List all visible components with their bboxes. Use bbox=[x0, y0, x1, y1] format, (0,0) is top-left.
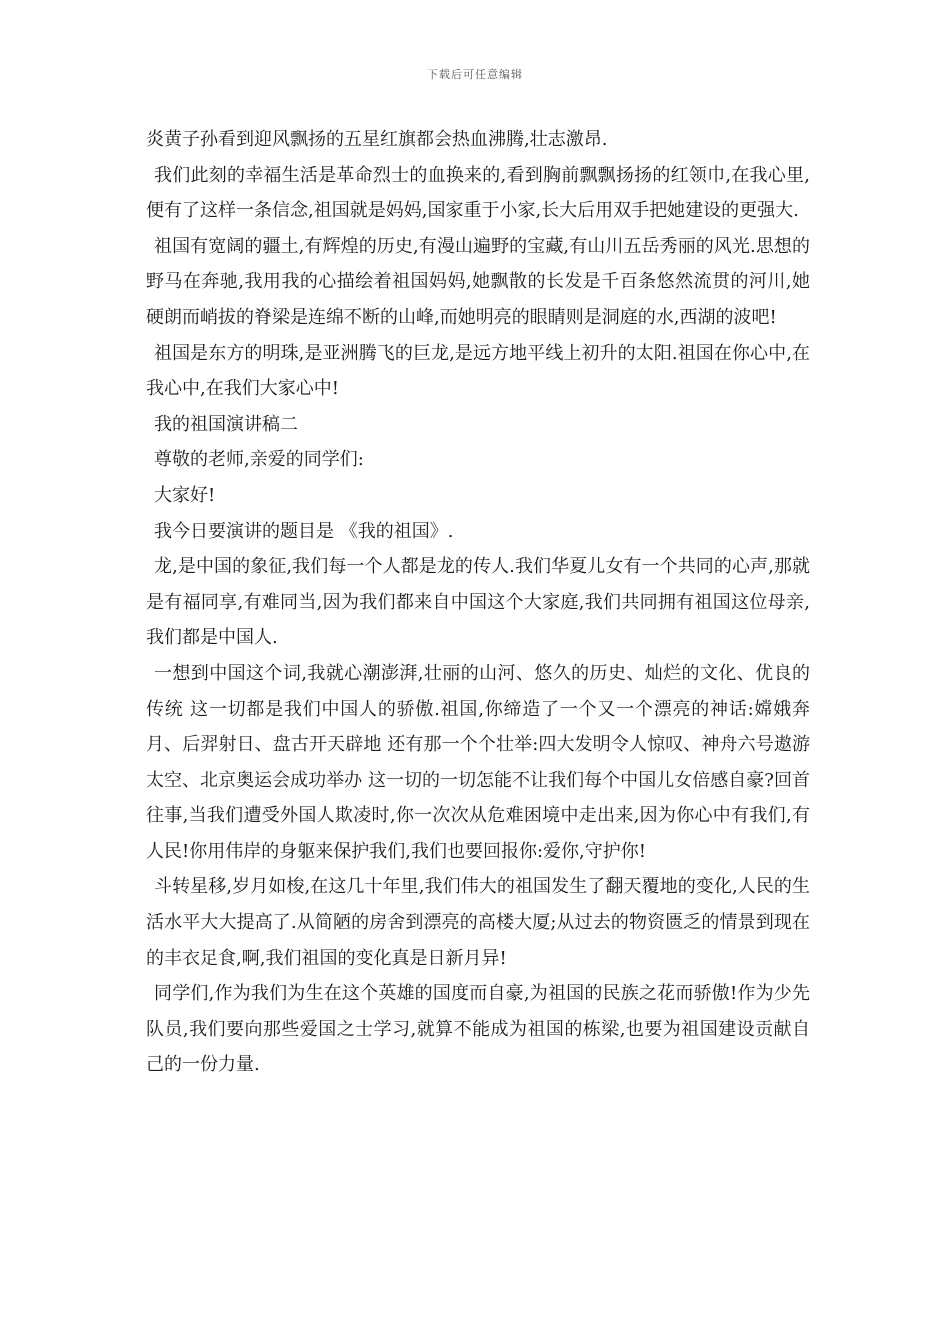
paragraph: 炎黄子孙看到迎风飘扬的五星红旗都会热血沸腾,壮志激昂. bbox=[146, 129, 608, 150]
speech-topic: 我今日要演讲的题目是 《我的祖国》. bbox=[154, 520, 454, 542]
greeting: 大家好! bbox=[154, 484, 216, 506]
document-body bbox=[146, 122, 810, 1083]
paragraph: 一想到中国这个词,我就心潮澎湃,壮丽的山河、悠久的历史、灿烂的文化、优良的传统 这一切都是我们中国人的骄傲.祖国,你缔造了一个又一个漂亮的神话:嫦娥奔月、后羿射日、盘古开天辟地 还有那一个个壮举:四大发明令人惊叹、神舟六号遨游太空、北京奥运会成功举办 这一切的一切怎能不让我们每个中国儿女倍感自豪?回首往事,当我们遭受外国人欺凌时,你一次次从危难困境中走出来,因为你心中有我们,有人民!你用伟岸的身躯来保护我们,我们也要回报你:爱你,守护你! bbox=[146, 662, 810, 862]
paragraph: 我们此刻的幸福生活是革命烈士的血换来的,看到胸前飘飘扬扬的红领巾,在我心里,便有了这样一条信念,祖国就是妈妈,国家重于小家,长大后用双手把她建设的更强大. bbox=[146, 164, 810, 222]
paragraph: 祖国有宽阔的疆土,有辉煌的历史,有漫山遍野的宝藏,有山川五岳秀丽的风光.思想的野马在奔驰,我用我的心描绘着祖国妈妈,她飘散的长发是千百条悠然流贯的河川,她硬朗而峭拔的脊梁是连绵不断的山峰,而她明亮的眼睛则是洞庭的水,西湖的波吧! bbox=[146, 235, 810, 328]
page-header: 下载后可任意编辑 bbox=[427, 68, 523, 81]
paragraph: 龙,是中国的象征,我们每一个人都是龙的传人.我们华夏儿女有一个共同的心声,那就是有福同享,有难同当,因为我们都来自中国这个大家庭,我们共同拥有祖国这位母亲,我们都是中国人. bbox=[146, 556, 810, 649]
paragraph: 斗转星移,岁月如梭,在这几十年里,我们伟大的祖国发生了翻天覆地的变化,人民的生活水平大大提高了.从简陋的房舍到漂亮的高楼大厦;从过去的物资匮乏的情景到现在的丰衣足食,啊,我们祖国的变化真是日新月异! bbox=[146, 876, 810, 969]
section-title: 我的祖国演讲稿二 bbox=[154, 413, 298, 435]
salutation: 尊敬的老师,亲爱的同学们: bbox=[154, 449, 364, 471]
paragraph: 祖国是东方的明珠,是亚洲腾飞的巨龙,是远方地平线上初升的太阳.祖国在你心中,在我心中,在我们大家心中! bbox=[146, 342, 810, 400]
paragraph: 同学们,作为我们为生在这个英雄的国度而自豪,为祖国的民族之花而骄傲!作为少先队员,我们要向那些爱国之士学习,就算不能成为祖国的栋梁,也要为祖国建设贡献自己的一份力量. bbox=[146, 983, 810, 1076]
